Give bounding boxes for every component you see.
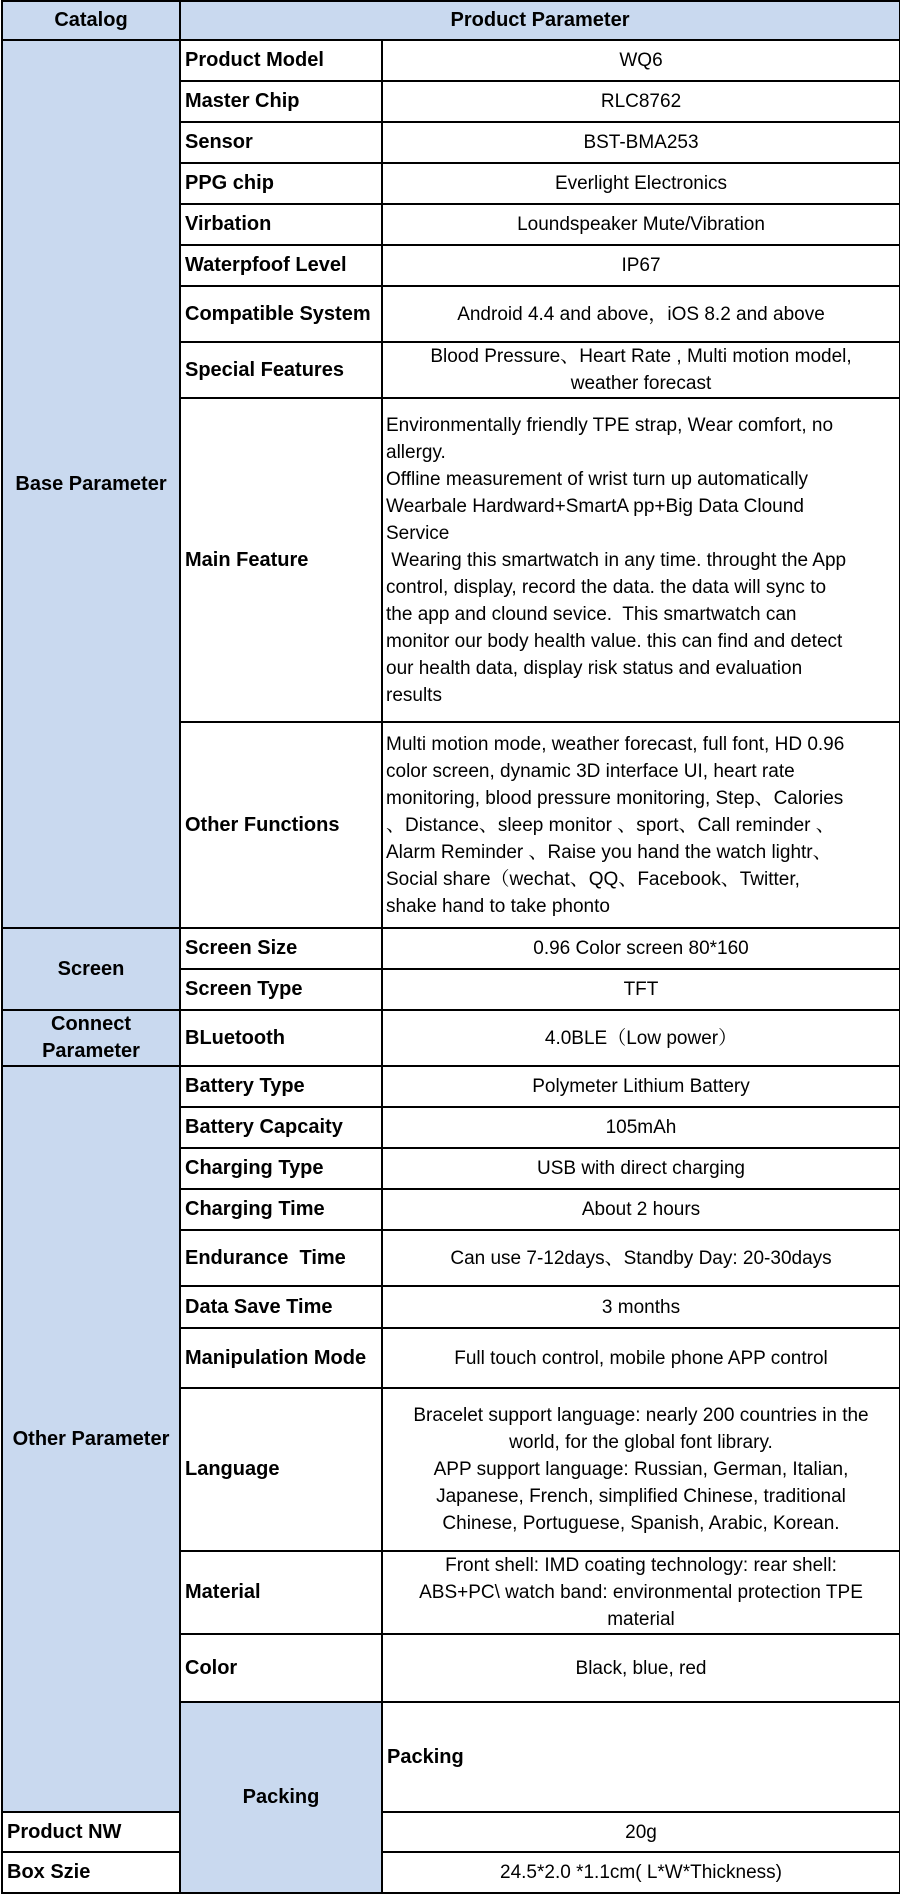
- section-base-parameter: Base Parameter: [2, 40, 180, 928]
- value-line: Environmentally friendly TPE strap, Wear comfort, no: [386, 414, 834, 436]
- value-line: Japanese, French, simplified Chinese, traditional: [436, 1486, 846, 1507]
- row-label: Virbation: [180, 204, 382, 245]
- section-line: Parameter: [42, 1040, 140, 1062]
- row-label: Product NW: [2, 1812, 180, 1852]
- value-line: Multi motion mode, weather forecast, full font, HD 0.96: [386, 733, 845, 755]
- row-value: Can use 7-12days、Standby Day: 20-30days: [382, 1230, 900, 1286]
- row-label: Screen Type: [180, 969, 382, 1010]
- row-label: Data Save Time: [180, 1286, 382, 1328]
- row-value: 20g: [382, 1812, 900, 1852]
- table-row: [2, 1066, 900, 1107]
- product-parameter-header: Product Parameter: [180, 1, 900, 40]
- value-line: material: [607, 1609, 675, 1630]
- table-row: [2, 1812, 900, 1852]
- value-line: shake hand to take phonto: [386, 895, 610, 917]
- value-line: ABS+PC\ watch band: environmental protection TPE: [419, 1582, 863, 1603]
- header-row: [2, 1, 900, 40]
- row-value: Android 4.4 and above，iOS 8.2 and above: [382, 286, 900, 342]
- value-line: Service: [386, 522, 450, 544]
- value-line: Social share（wechat、QQ、Facebook、Twitter,: [386, 868, 800, 890]
- value-line: Wearbale Hardward+SmartA pp+Big Data Clound: [386, 495, 804, 517]
- table-row: [2, 40, 900, 81]
- row-label: Main Feature: [180, 398, 382, 722]
- value-line: allergy.: [386, 441, 446, 463]
- value-line: monitoring, blood pressure monitoring, Step、Calories: [386, 787, 844, 809]
- row-value: BST-BMA253: [382, 122, 900, 163]
- table-row: [2, 1852, 900, 1893]
- row-value: 3 months: [382, 1286, 900, 1328]
- value-line: the app and clound sevice. This smartwatch can: [386, 603, 797, 625]
- row-label: Waterpfoof Level: [180, 245, 382, 286]
- row-value: [382, 722, 900, 928]
- value-line: Blood Pressure、Heart Rate , Multi motion model,: [430, 346, 852, 367]
- value-line: Bracelet support language: nearly 200 countries in the: [413, 1405, 869, 1426]
- value-line: Wearing this smartwatch in any time. throught the App: [386, 549, 847, 571]
- row-value: About 2 hours: [382, 1189, 900, 1230]
- row-label: Battery Capcaity: [180, 1107, 382, 1148]
- row-label: PPG chip: [180, 163, 382, 204]
- row-value: Polymeter Lithium Battery: [382, 1066, 900, 1107]
- row-label: Screen Size: [180, 928, 382, 969]
- table-row: [2, 1010, 900, 1066]
- row-label: Packing: [382, 1702, 900, 1812]
- row-value: 105mAh: [382, 1107, 900, 1148]
- row-label: Endurance Time: [180, 1230, 382, 1286]
- row-value: TFT: [382, 969, 900, 1010]
- row-label: Manipulation Mode: [180, 1328, 382, 1388]
- section-screen: Screen: [2, 928, 180, 1010]
- value-line: Alarm Reminder 、Raise you hand the watch lightr、: [386, 841, 832, 863]
- row-value: Full touch control, mobile phone APP control: [382, 1328, 900, 1388]
- value-line: APP support language: Russian, German, Italian,: [433, 1459, 849, 1480]
- value-line: monitor our body health value. this can find and detect: [386, 630, 843, 652]
- value-line: Front shell: IMD coating technology: rear shell:: [445, 1555, 837, 1576]
- row-label: BLuetooth: [180, 1010, 382, 1066]
- row-value: 4.0BLE（Low power）: [382, 1010, 900, 1066]
- row-label: Charging Type: [180, 1148, 382, 1189]
- row-value: Everlight Electronics: [382, 163, 900, 204]
- catalog-header: Catalog: [2, 1, 180, 40]
- row-value: [382, 398, 900, 722]
- row-label: Charging Time: [180, 1189, 382, 1230]
- row-value: 24.5*2.0 *1.1cm( L*W*Thickness): [382, 1852, 900, 1893]
- value-line: results: [386, 684, 442, 706]
- row-value: WQ6: [382, 40, 900, 81]
- value-line: Offline measurement of wrist turn up automatically: [386, 468, 809, 490]
- value-line: weather forecast: [570, 373, 712, 394]
- row-value: Loundspeaker Mute/Vibration: [382, 204, 900, 245]
- section-line: Connect: [51, 1013, 131, 1035]
- row-label: Other Functions: [180, 722, 382, 928]
- row-value: Black, blue, red: [382, 1634, 900, 1702]
- spec-table: [1, 0, 900, 1894]
- row-value: [382, 1388, 900, 1551]
- value-line: control, display, record the data. the data will sync to: [386, 576, 827, 598]
- row-value: RLC8762: [382, 81, 900, 122]
- section-other-parameter: Other Parameter: [2, 1066, 180, 1812]
- row-label: Sensor: [180, 122, 382, 163]
- value-line: color screen, dynamic 3D interface UI, heart rate: [386, 760, 795, 782]
- row-label: Material: [180, 1551, 382, 1634]
- row-label: Master Chip: [180, 81, 382, 122]
- row-value: 0.96 Color screen 80*160: [382, 928, 900, 969]
- row-label: Color: [180, 1634, 382, 1702]
- row-value: [382, 342, 900, 398]
- table-row: [2, 928, 900, 969]
- row-label: Compatible System: [180, 286, 382, 342]
- value-line: world, for the global font library.: [509, 1432, 773, 1453]
- row-label: Product Model: [180, 40, 382, 81]
- section-packing: Packing: [180, 1702, 382, 1893]
- row-value: IP67: [382, 245, 900, 286]
- row-value: [382, 1551, 900, 1634]
- row-label: Battery Type: [180, 1066, 382, 1107]
- row-label: Language: [180, 1388, 382, 1551]
- row-label: Box Szie: [2, 1852, 180, 1893]
- row-value: USB with direct charging: [382, 1148, 900, 1189]
- section-connect-parameter: [2, 1010, 180, 1066]
- value-line: our health data, display risk status and evaluation: [386, 657, 803, 679]
- value-line: 、Distance、sleep monitor 、sport、Call reminder 、: [386, 814, 835, 836]
- row-label: Special Features: [180, 342, 382, 398]
- value-line: Chinese, Portuguese, Spanish, Arabic, Korean.: [442, 1513, 840, 1534]
